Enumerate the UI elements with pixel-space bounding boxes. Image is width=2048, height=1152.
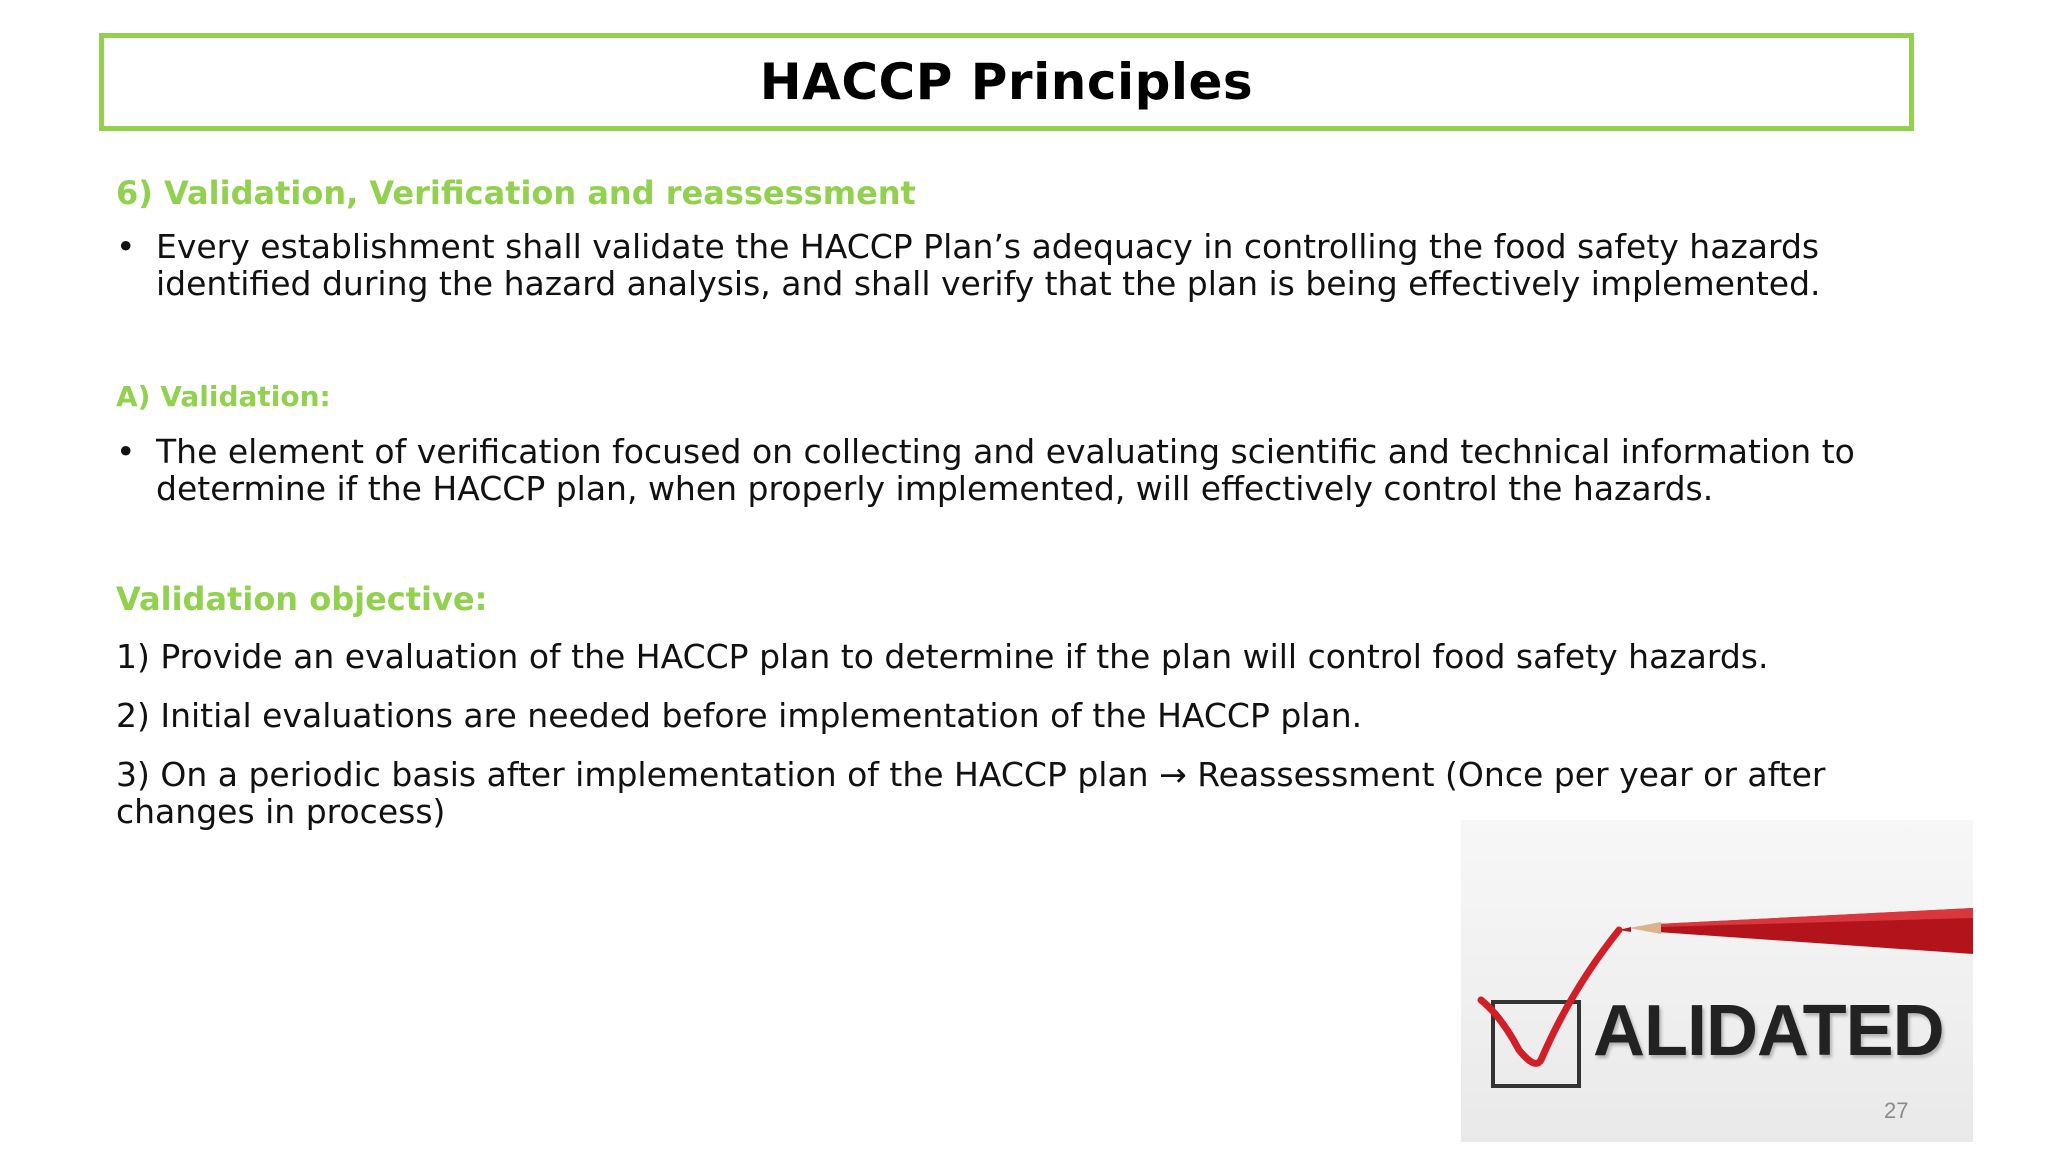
validation-subheading: A) Validation: <box>116 380 331 413</box>
objective-heading: Validation objective: <box>116 580 488 618</box>
slide-content <box>116 174 1916 830</box>
section-heading: 6) Validation, Verification and reassessment <box>116 174 916 212</box>
validation-bullet: • The element of verification focused on collecting and evaluating scientific and technical information to determine if the HACCP plan, when properly implemented, will effectively control the hazards. <box>116 433 1856 507</box>
title-box <box>99 33 1914 131</box>
objective-item-2: 2) Initial evaluations are needed before implementation of the HACCP plan. <box>116 696 1363 735</box>
page-number: 27 <box>1884 1098 1909 1123</box>
objective-item-1: 1) Provide an evaluation of the HACCP plan to determine if the plan will control food safety hazards. <box>116 637 1769 676</box>
slide-title: HACCP Principles <box>759 53 1254 111</box>
intro-bullet: • Every establishment shall validate the HACCP Plan’s adequacy in controlling the food safety hazards identified during the hazard analysis, and shall verify that the plan is being effectively implemented. <box>116 228 1856 302</box>
objective-item-3: 3) On a periodic basis after implementation of the HACCP plan → Reassessment (Once per year or after changes in process) <box>116 755 1826 831</box>
validated-photo <box>1461 820 1973 1142</box>
validated-label: ALIDATED <box>1593 991 1944 1071</box>
pencil-checkmark-icon <box>1461 820 1973 1142</box>
